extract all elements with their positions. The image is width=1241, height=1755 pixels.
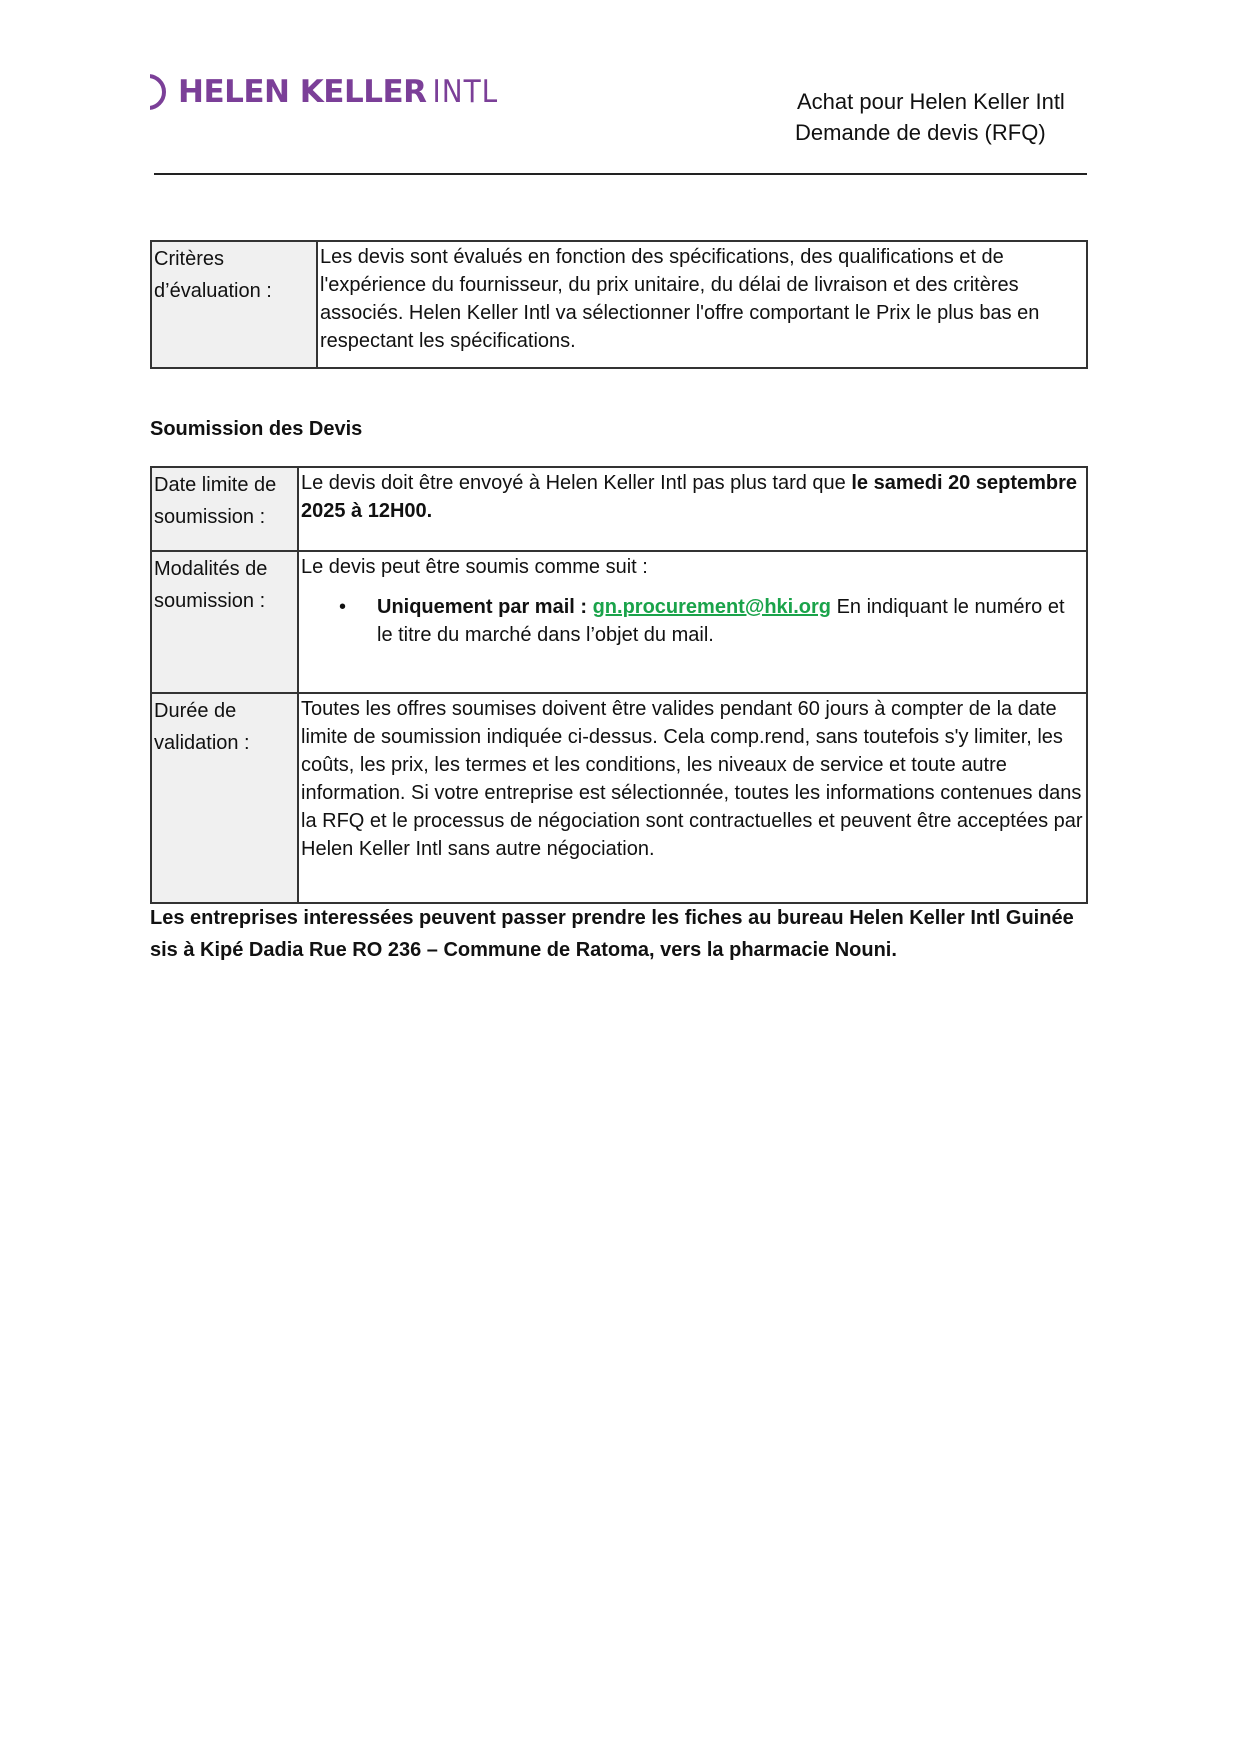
criteria-table [150,240,1088,369]
validity-text: Toutes les offres soumises doivent être valides pendant 60 jours à compter de la date limite de soumission indiquée ci-dessus. Cela comp.rend, sans toutefois s'y limiter, les coûts, les prix, les termes et les conditions, les niveaux de service et toute autre information. Si votre entreprise est sélectionnée, toutes les informations contenues dans la RFQ et le processus de négociation sont contractuelles et peuvent être acceptées par Helen Keller Intl sans autre négociation. [298,693,1087,903]
modalities-list [301,593,1084,649]
table-row [151,551,1087,693]
header-title-line1: Achat pour Helen Keller Intl [797,89,1065,114]
section-title: Soumission des Devis [150,418,363,440]
deadline-cell [298,467,1087,551]
validity-label: Durée de validation : [151,693,298,903]
deadline-date: le samedi 20 septembre 2025 à 12H00. [301,472,1078,522]
table-row [151,467,1087,551]
modalities-cell [298,551,1087,693]
logo-bold-text: HELEN KELLER [178,74,427,110]
document-header-title [797,86,1065,148]
criteria-label: Critères d’évaluation : [151,241,317,368]
list-item [339,593,1084,649]
email-link[interactable]: gn.procurement@hki.org [592,596,832,618]
table-row [151,241,1087,368]
table-row [151,693,1087,903]
deadline-label: Date limite de soumission : [151,467,298,551]
deadline-text: Le devis doit être envoyé à Helen Keller Intl pas plus tard que [301,472,852,494]
email-only-label: Uniquement par mail : [377,596,593,618]
header-separator [154,173,1087,175]
pickup-note: Les entreprises interessées peuvent passer prendre les fiches au bureau Helen Keller Intl Guinée sis à Kipé Dadia Rue RO 236 – Commune de Ratoma, vers la pharmacie Nouni. [150,907,1074,961]
bullet-icon: • [339,596,347,618]
email-instructions: En indiquant le numéro et le titre du marché dans l’objet du mail. [377,596,1065,646]
criteria-text: Les devis sont évalués en fonction des spécifications, des qualifications et de l'expérience du fournisseur, du prix unitaire, du délai de livraison et des critères associés. Helen Keller Intl va sélectionner l'offre comportant le Prix le plus bas en respectant les spécifications. [317,241,1087,368]
modalities-intro: Le devis peut être soumis comme suit : [301,556,648,578]
helen-keller-logo [150,72,498,112]
modalities-label: Modalités de soumission : [151,551,298,693]
logo-light-text: INTL [432,74,499,110]
hk-arc-logo-icon [150,74,168,110]
submission-table [150,466,1088,904]
header-title-line2: Demande de devis (RFQ) [795,120,1046,145]
